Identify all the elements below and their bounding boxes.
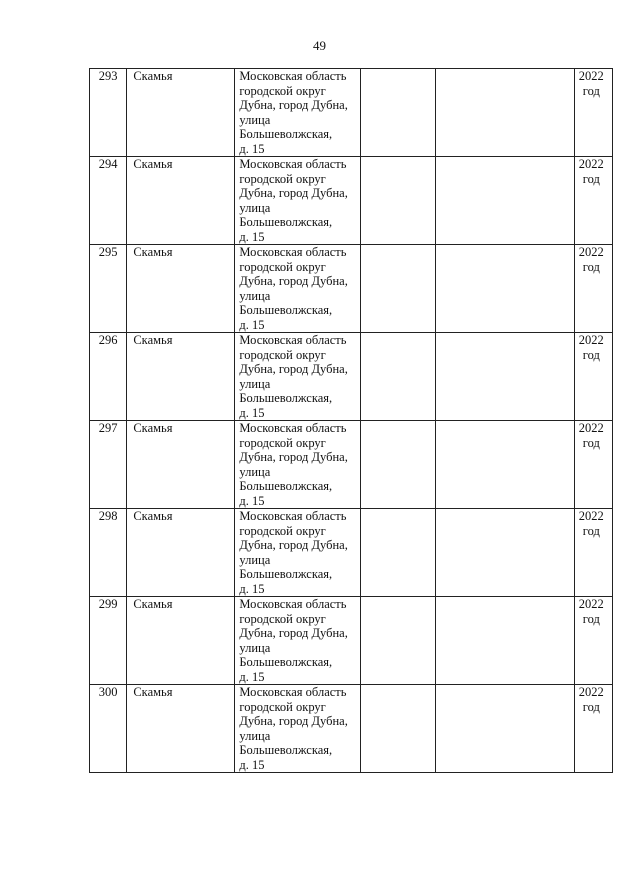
address-line: Большеволжская,	[239, 303, 333, 317]
year-cell	[574, 333, 612, 421]
year-line: год	[582, 83, 600, 98]
table-row	[90, 333, 613, 421]
address-line: Дубна, город Дубна,	[239, 626, 348, 640]
address-line: Московская область	[239, 333, 347, 347]
address-line: городской округ	[239, 523, 326, 538]
address-line: Дубна, город Дубна,	[239, 538, 348, 552]
address-cell	[235, 157, 360, 245]
table-row	[90, 157, 613, 245]
empty-cell-col4	[360, 685, 436, 773]
object-name-cell: Скамья	[127, 509, 235, 597]
table-row	[90, 597, 613, 685]
table-row	[90, 685, 613, 773]
empty-cell-col4	[360, 509, 436, 597]
address-line: улица	[239, 200, 271, 215]
address-line: д. 15	[239, 493, 265, 508]
object-name-cell: Скамья	[127, 597, 235, 685]
address-line: Московская область	[239, 685, 347, 699]
address-line: улица	[239, 112, 271, 127]
table-row	[90, 245, 613, 333]
address-line: д. 15	[239, 581, 265, 596]
address-cell	[235, 509, 360, 597]
row-number-cell: 295	[90, 245, 127, 333]
registry-table-body	[90, 69, 613, 773]
year-line: год	[582, 347, 600, 362]
table-row	[90, 69, 613, 157]
address-line: Большеволжская,	[239, 391, 333, 405]
address-line: Большеволжская,	[239, 655, 333, 669]
empty-cell-col5	[436, 69, 574, 157]
row-number-cell: 299	[90, 597, 127, 685]
address-line: д. 15	[239, 757, 265, 772]
address-cell	[235, 69, 360, 157]
address-cell	[235, 245, 360, 333]
year-line: 2022	[578, 333, 604, 347]
address-line: Большеволжская,	[239, 479, 333, 493]
address-line: Московская область	[239, 421, 347, 435]
empty-cell-col5	[436, 597, 574, 685]
address-line: городской округ	[239, 347, 326, 362]
address-line: Дубна, город Дубна,	[239, 362, 348, 376]
year-cell	[574, 597, 612, 685]
address-line: Московская область	[239, 245, 347, 259]
address-line: Большеволжская,	[239, 215, 333, 229]
year-line: год	[582, 611, 600, 626]
empty-cell-col5	[436, 421, 574, 509]
empty-cell-col4	[360, 69, 436, 157]
object-name-cell: Скамья	[127, 69, 235, 157]
empty-cell-col4	[360, 421, 436, 509]
address-line: городской округ	[239, 171, 326, 186]
address-line: Большеволжская,	[239, 743, 333, 757]
address-line: Дубна, город Дубна,	[239, 98, 348, 112]
address-line: городской округ	[239, 259, 326, 274]
year-line: год	[582, 435, 600, 450]
year-line: 2022	[578, 245, 604, 259]
year-line: год	[582, 523, 600, 538]
address-line: д. 15	[239, 141, 265, 156]
address-line: Дубна, город Дубна,	[239, 450, 348, 464]
address-line: улица	[239, 288, 271, 303]
address-line: Московская область	[239, 69, 347, 83]
address-line: д. 15	[239, 229, 265, 244]
year-line: 2022	[578, 597, 604, 611]
row-number-cell: 293	[90, 69, 127, 157]
row-number-cell: 294	[90, 157, 127, 245]
year-line: 2022	[578, 157, 604, 171]
empty-cell-col4	[360, 245, 436, 333]
address-cell	[235, 597, 360, 685]
year-line: 2022	[578, 509, 604, 523]
address-line: Дубна, город Дубна,	[239, 186, 348, 200]
address-line: Московская область	[239, 509, 347, 523]
row-number-cell: 298	[90, 509, 127, 597]
address-line: Московская область	[239, 157, 347, 171]
row-number-cell: 296	[90, 333, 127, 421]
address-line: улица	[239, 640, 271, 655]
year-cell	[574, 245, 612, 333]
table-row	[90, 509, 613, 597]
empty-cell-col4	[360, 157, 436, 245]
year-line: 2022	[578, 69, 604, 83]
address-line: городской округ	[239, 611, 326, 626]
address-line: д. 15	[239, 317, 265, 332]
address-line: Большеволжская,	[239, 567, 333, 581]
object-name-cell: Скамья	[127, 245, 235, 333]
address-line: Дубна, город Дубна,	[239, 714, 348, 728]
address-line: улица	[239, 552, 271, 567]
page-number: 49	[313, 38, 326, 53]
address-line: городской округ	[239, 699, 326, 714]
empty-cell-col5	[436, 333, 574, 421]
address-line: городской округ	[239, 83, 326, 98]
address-line: Большеволжская,	[239, 127, 333, 141]
empty-cell-col5	[436, 685, 574, 773]
address-line: д. 15	[239, 405, 265, 420]
address-cell	[235, 685, 360, 773]
table-row	[90, 421, 613, 509]
object-name-cell: Скамья	[127, 685, 235, 773]
year-line: год	[582, 259, 600, 274]
address-line: Московская область	[239, 597, 347, 611]
empty-cell-col4	[360, 597, 436, 685]
registry-table	[89, 68, 613, 773]
year-cell	[574, 685, 612, 773]
row-number-cell: 300	[90, 685, 127, 773]
object-name-cell: Скамья	[127, 333, 235, 421]
row-number-cell: 297	[90, 421, 127, 509]
year-line: 2022	[578, 421, 604, 435]
address-line: городской округ	[239, 435, 326, 450]
address-line: улица	[239, 376, 271, 391]
empty-cell-col5	[436, 245, 574, 333]
address-cell	[235, 421, 360, 509]
year-cell	[574, 421, 612, 509]
year-cell	[574, 509, 612, 597]
object-name-cell: Скамья	[127, 157, 235, 245]
year-cell	[574, 157, 612, 245]
address-line: Дубна, город Дубна,	[239, 274, 348, 288]
address-line: улица	[239, 464, 271, 479]
year-line: год	[582, 699, 600, 714]
year-cell	[574, 69, 612, 157]
object-name-cell: Скамья	[127, 421, 235, 509]
empty-cell-col5	[436, 509, 574, 597]
year-line: год	[582, 171, 600, 186]
address-line: д. 15	[239, 669, 265, 684]
address-line: улица	[239, 728, 271, 743]
address-cell	[235, 333, 360, 421]
year-line: 2022	[578, 685, 604, 699]
empty-cell-col4	[360, 333, 436, 421]
empty-cell-col5	[436, 157, 574, 245]
